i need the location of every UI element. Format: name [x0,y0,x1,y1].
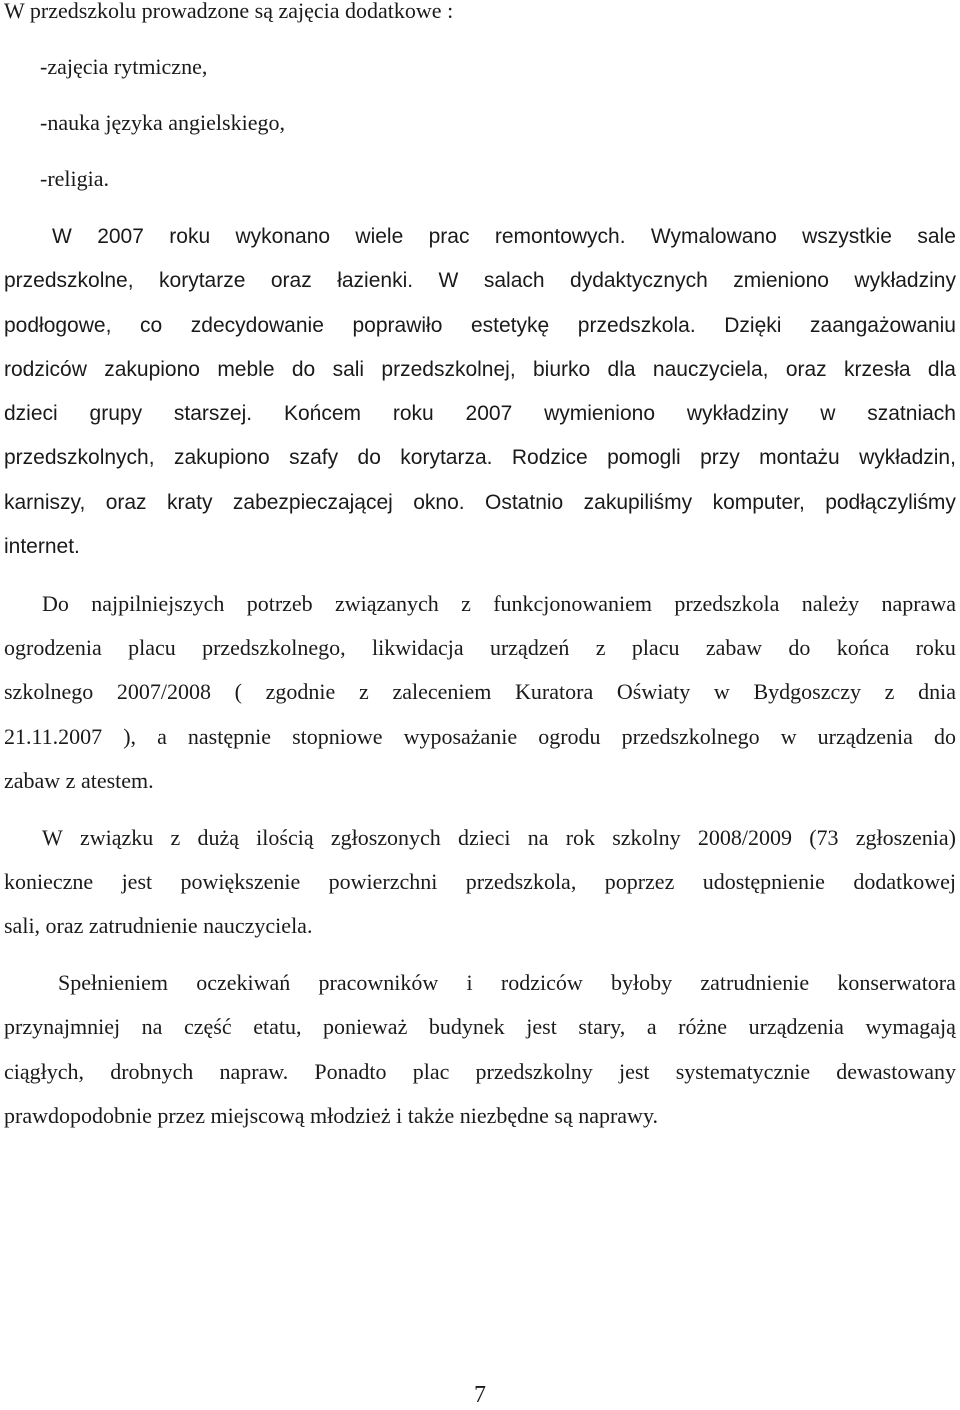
text-line: konieczne jest powiększenie powierzchni przedszkola, poprzez udostępnienie dodatkowej [4,869,956,894]
text-line: zabaw z atestem. [4,768,154,793]
text-line: podłogowe, co zdecydowanie poprawiło estetykę przedszkola. Dzięki zaangażowaniu [4,314,956,337]
text-line: ciągłych, drobnych napraw. Ponadto plac przedszkolny jest systematycznie dewastowany [4,1059,956,1084]
text-line: ogrodzenia placu przedszkolnego, likwidacja urządzeń z placu zabaw do końca roku [4,635,956,660]
text-line: Do najpilniejszych potrzeb związanych z funkcjonowaniem przedszkola należy naprawa [42,591,956,616]
text-line: 21.11.2007 ), a następnie stopniowe wyposażanie ogrodu przedszkolnego w urządzenia do [4,724,956,749]
text-line: W związku z dużą ilością zgłoszonych dzieci na rok szkolny 2008/2009 (73 zgłoszenia) [42,825,956,850]
text-line: W 2007 roku wykonano wiele prac remontowych. Wymalowano wszystkie sale [52,225,956,248]
text-line: przedszkolne, korytarze oraz łazienki. W salach dydaktycznych zmieniono wykładziny [4,269,956,292]
text-line: dzieci grupy starszej. Końcem roku 2007 wymieniono wykładziny w szatniach [4,402,956,425]
list-item: -zajęcia rytmiczne, [40,54,208,79]
intro-heading: W przedszkolu prowadzone są zajęcia dodatkowe : [4,0,454,23]
text-line: karniszy, oraz kraty zabezpieczającej okno. Ostatnio zakupiliśmy komputer, podłączyliśmy [4,491,956,514]
text-line: rodziców zakupiono meble do sali przedszkolnej, biurko dla nauczyciela, oraz krzesła dla [4,358,956,381]
page-number: 7 [474,1382,486,1408]
text-line: przynajmniej na część etatu, ponieważ budynek jest stary, a różne urządzenia wymagają [4,1014,956,1039]
list-item: -religia. [40,166,110,191]
text-line: szkolnego 2007/2008 ( zgodnie z zaleceniem Kuratora Oświaty w Bydgoszczy z dnia [4,679,956,704]
text-line: Spełnieniem oczekiwań pracowników i rodziców byłoby zatrudnienie konserwatora [58,970,956,995]
text-line: prawdopodobnie przez miejscową młodzież i także niezbędne są naprawy. [4,1103,659,1128]
text-line: internet. [4,535,80,558]
text-line: przedszkolnych, zakupiono szafy do korytarza. Rodzice pomogli przy montażu wykładzin, [4,446,956,469]
list-item: -nauka języka angielskiego, [40,110,285,135]
text-line: sali, oraz zatrudnienie nauczyciela. [4,913,313,938]
